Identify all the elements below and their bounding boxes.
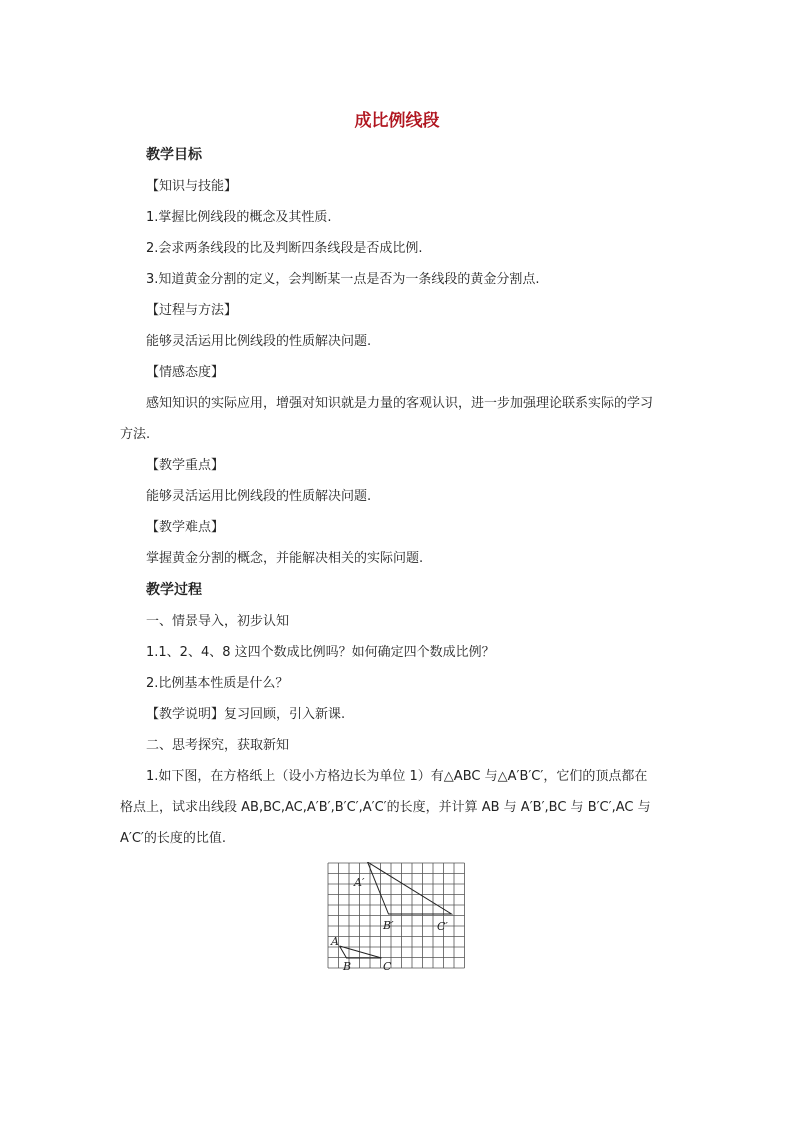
triangle-abc (340, 946, 382, 958)
part2-text: 1.如下图，在方格纸上（设小方格边长为单位 1）有△ABC 与△A′B′C′，它们的顶点都在格点上，试求出线段 AB,BC,AC,A′B′,B′C′,A′C′的长度，并计算 AB 与 A′B′,BC 与 B′C′,AC 与 A′C′的长度的比值. (120, 769, 651, 846)
label-c-prime: C′ (437, 920, 448, 933)
key-text: 能够灵活运用比例线段的性质解决问题. (146, 489, 372, 504)
attitude-heading: 【情感态度】 (146, 365, 225, 380)
difficulty-heading: 【教学难点】 (146, 520, 225, 535)
knowledge-item-3: 3.知道黄金分割的定义，会判断某一点是否为一条线段的黄金分割点. (146, 272, 540, 287)
part1-item-1: 1.1、2、4、8 这四个数成比例吗？如何确定四个数成比例？ (146, 645, 495, 660)
knowledge-item-1: 1.掌握比例线段的概念及其性质. (146, 210, 332, 225)
goals-heading: 教学目标 (146, 147, 202, 163)
knowledge-item-2: 2.会求两条线段的比及判断四条线段是否成比例. (146, 241, 423, 256)
attitude-text: 感知知识的实际应用，增强对知识就是力量的客观认识，进一步加强理论联系实际的学习方法. (120, 396, 654, 442)
part2-heading: 二、思考探究，获取新知 (146, 738, 290, 753)
part1-heading: 一、情景导入，初步认知 (146, 614, 290, 629)
knowledge-heading: 【知识与技能】 (146, 179, 238, 194)
grid-figure (327, 862, 469, 978)
label-b-prime: B′ (383, 919, 394, 932)
process-main-heading: 教学过程 (146, 582, 202, 598)
page-title: 成比例线段 (354, 111, 440, 131)
label-b: B (343, 960, 352, 973)
label-a: A (331, 935, 339, 948)
part1-note: 【教学说明】复习回顾，引入新课. (146, 707, 346, 722)
triangle-grid-diagram (327, 862, 469, 974)
process-heading: 【过程与方法】 (146, 303, 238, 318)
part1-item-2: 2.比例基本性质是什么？ (146, 676, 289, 691)
grid-lines (328, 863, 465, 968)
process-text: 能够灵活运用比例线段的性质解决问题. (146, 334, 372, 349)
label-a-prime: A′ (354, 876, 365, 889)
difficulty-text: 掌握黄金分割的概念，并能解决相关的实际问题. (146, 551, 424, 566)
label-c: C (383, 960, 392, 973)
key-heading: 【教学重点】 (146, 458, 225, 473)
